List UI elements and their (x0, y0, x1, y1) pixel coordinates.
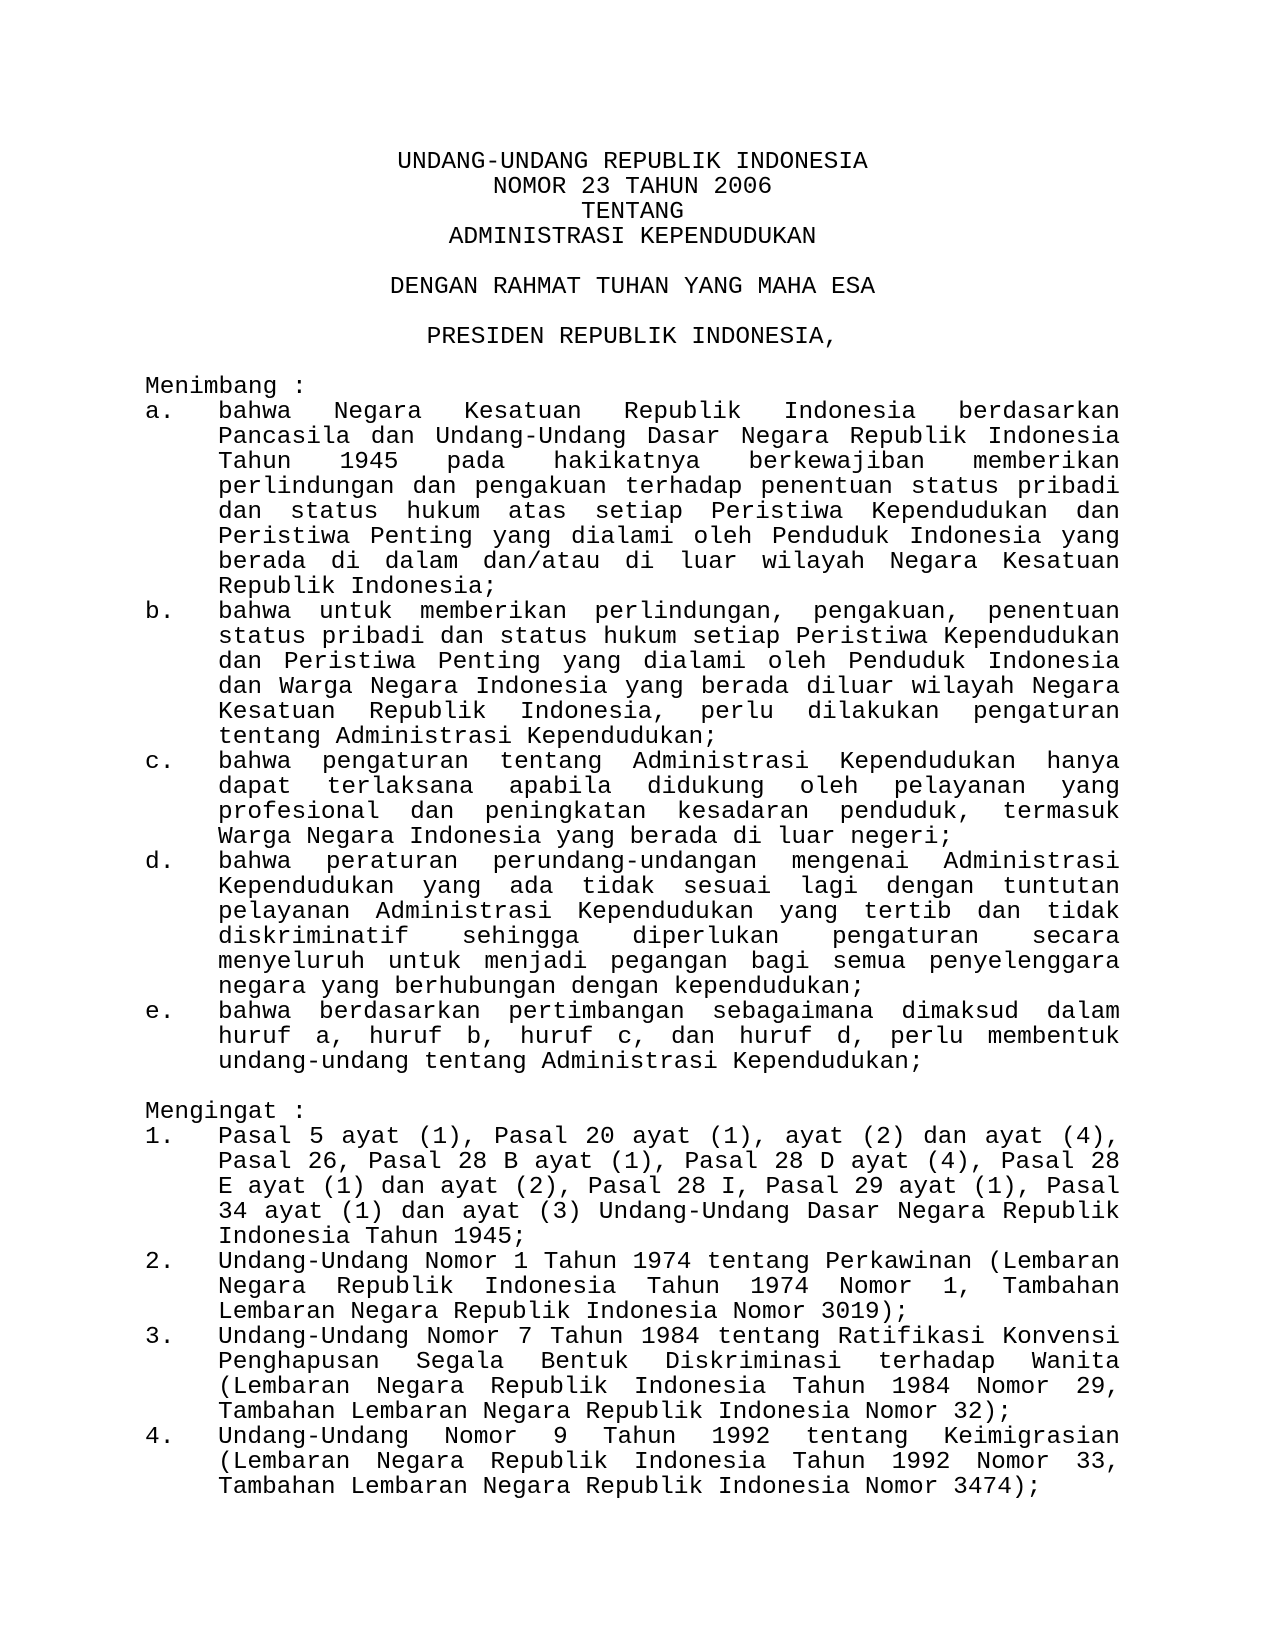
item-marker: b. (145, 599, 175, 626)
item-text: Undang-Undang Nomor 7 Tahun 1984 tentang Ratifikasi Konvensi Penghapusan Segala Bentuk Diskriminasi terhadap Wanita (Lembaran Negara Republik Indonesia Tahun 1984 Nomor 29, Tambahan Lembaran Negara Republik Indonesia Nomor 32); (218, 1324, 1120, 1426)
item-text: Pasal 5 ayat (1), Pasal 20 ayat (1), ayat (2) dan ayat (4), Pasal 26, Pasal 28 B ayat (1), Pasal 28 D ayat (4), Pasal 28 E ayat (1) dan ayat (2), Pasal 28 I, Pasal 29 ayat (1), Pasal 34 ayat (1) dan ayat (3) Undang-Undang Dasar Negara Republik Indonesia Tahun 1945; (218, 1124, 1120, 1251)
item-text: bahwa untuk memberikan perlindungan, pengakuan, penentuan status pribadi dan status hukum setiap Peristiwa Kependudukan dan Peristiwa Penting yang dialami oleh Penduduk Indonesia dan Warga Negara Indonesia yang berada diluar wilayah Negara Kesatuan Republik Indonesia, perlu dilakukan pengaturan tentang Administrasi Kependudukan; (218, 599, 1120, 751)
item-text: Undang-Undang Nomor 1 Tahun 1974 tentang Perkawinan (Lembaran Negara Republik Indonesia Tahun 1974 Nomor 1, Tambahan Lembaran Negara Republik Indonesia Nomor 3019); (218, 1249, 1120, 1326)
item-marker: e. (145, 999, 175, 1026)
item-marker: a. (145, 399, 175, 426)
item-text: bahwa pengaturan tentang Administrasi Kependudukan hanya dapat terlaksana apabila didukung oleh pelayanan yang profesional dan peningkatan kesadaran penduduk, termasuk Warga Negara Indonesia yang berada di luar negeri; (218, 749, 1120, 851)
list-item (145, 1425, 1120, 1500)
title-line-1: UNDANG-UNDANG REPUBLIK INDONESIA (397, 149, 868, 176)
list-item (145, 1000, 1120, 1075)
item-text: bahwa Negara Kesatuan Republik Indonesia berdasarkan Pancasila dan Undang-Undang Dasar Negara Republik Indonesia Tahun 1945 pada hakikatnya berkewajiban memberikan perlindungan dan pengakuan terhadap penentuan status pribadi dan status hukum atas setiap Peristiwa Kependudukan dan Peristiwa Penting yang dialami oleh Penduduk Indonesia yang berada di dalam dan/atau di luar wilayah Negara Kesatuan Republik Indonesia; (218, 399, 1120, 601)
list-item (145, 1325, 1120, 1425)
list-item (145, 1250, 1120, 1325)
title-line-4: ADMINISTRASI KEPENDUDUKAN (448, 224, 817, 251)
list-item (145, 750, 1120, 850)
list-item (145, 400, 1120, 600)
item-marker: 4. (145, 1424, 175, 1451)
item-marker: d. (145, 849, 175, 876)
section-label-menimbang: Menimbang : (145, 374, 307, 401)
list-item (145, 600, 1120, 750)
item-marker: c. (145, 749, 175, 776)
section-label-mengingat: Mengingat : (145, 1099, 307, 1126)
preamble-invocation: DENGAN RAHMAT TUHAN YANG MAHA ESA (389, 274, 876, 301)
list-item (145, 850, 1120, 1000)
section-items-menimbang (145, 400, 1120, 1075)
item-marker: 2. (145, 1249, 175, 1276)
item-text: bahwa berdasarkan pertimbangan sebagaimana dimaksud dalam huruf a, huruf b, huruf c, dan huruf d, perlu membentuk undang-undang tentang Administrasi Kependudukan; (218, 999, 1120, 1076)
section-menimbang (145, 375, 1120, 1075)
title-line-2: NOMOR 23 TAHUN 2006 (492, 174, 773, 201)
document-title-block (145, 150, 1120, 250)
item-marker: 1. (145, 1124, 175, 1151)
document-content (145, 150, 1120, 1500)
preamble-issuer: PRESIDEN REPUBLIK INDONESIA, (426, 324, 839, 351)
item-marker: 3. (145, 1324, 175, 1351)
title-line-3: TENTANG (581, 199, 684, 226)
section-mengingat (145, 1100, 1120, 1500)
section-items-mengingat (145, 1125, 1120, 1500)
list-item (145, 1125, 1120, 1250)
item-text: Undang-Undang Nomor 9 Tahun 1992 tentang Keimigrasian (Lembaran Negara Republik Indonesia Tahun 1992 Nomor 33, Tambahan Lembaran Negara Republik Indonesia Nomor 3474); (218, 1424, 1120, 1501)
item-text: bahwa peraturan perundang-undangan mengenai Administrasi Kependudukan yang ada tidak sesuai lagi dengan tuntutan pelayanan Administrasi Kependudukan yang tertib dan tidak diskriminatif sehingga diperlukan pengaturan secara menyeluruh untuk menjadi pegangan bagi semua penyelenggara negara yang berhubungan dengan kependudukan; (218, 849, 1120, 1001)
